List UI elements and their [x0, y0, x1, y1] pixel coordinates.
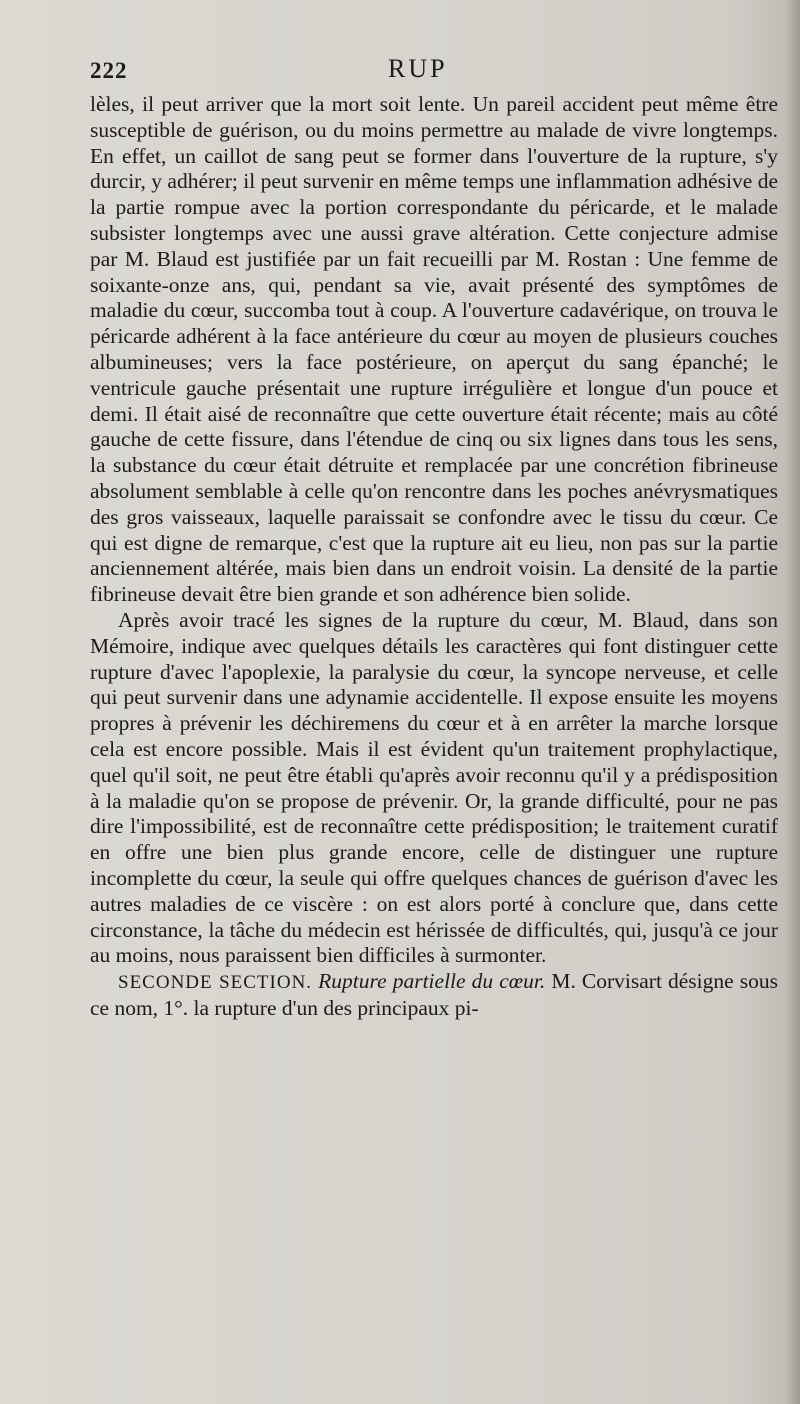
page-header	[90, 54, 778, 92]
paragraph-2: Après avoir tracé les signes de la rupture du cœur, M. Blaud, dans son Mémoire, indique avec quelques détails les caractères qui font distinguer cette rupture d'avec l'apoplexie, la paralysie du cœur, la syncope nerveuse, et celle qui peut survenir dans une adynamie accidentelle. Il expose ensuite les moyens propres à prévenir les déchiremens du cœur et à en arrêter la marche lorsque cela est encore possible. Mais il est évident qu'un traitement prophylactique, quel qu'il soit, ne peut être établi qu'après avoir reconnu qu'il y a prédisposition à la maladie qu'on se propose de prévenir. Or, la grande difficulté, pour ne pas dire l'impossibilité, est de reconnaître cette prédisposition; le traitement curatif en offre une bien plus grande encore, celle de distinguer une rupture incomplette du cœur, la seule qui offre quelques chances de guérison d'avec les autres maladies de ce viscère : on est alors porté à conclure que, dans cette circonstance, la tâche du médecin est hérissée de difficultés, qui, jusqu'à ce jour au moins, nous paraissent bien difficiles à surmonter.	[90, 607, 778, 968]
section-title: Rupture partielle du cœur.	[318, 969, 546, 994]
paragraph-3	[90, 969, 778, 1022]
running-head: RUP	[388, 54, 448, 83]
page-number: 222	[90, 58, 128, 83]
paragraph-1: lèles, il peut arriver que la mort soit lente. Un pareil accident peut même être susceptible de guérison, ou du moins permettre au malade de vivre longtemps. En effet, un caillot de sang peut se former dans l'ouverture de la rupture, s'y durcir, y adhérer; il peut survenir en même temps une inflammation adhésive de la partie rompue avec la portion correspondante du péricarde, et le malade subsister longtemps avec une aussi grave altération. Cette conjecture admise par M. Blaud est justifiée par un fait recueilli par M. Rostan : Une femme de soixante-onze ans, qui, pendant sa vie, avait présenté des symptômes de maladie du cœur, succomba tout à coup. A l'ouverture cadavérique, on trouva le péricarde adhérent à la face antérieure du cœur au moyen de plusieurs couches albumineuses; vers la face postérieure, on aperçut du sang épanché; le ventricule gauche présentait une rupture irrégulière et longue d'un pouce et demi. Il était aisé de reconnaître que cette ouverture était récente; mais au côté gauche de cette fissure, dans l'étendue de cinq ou six lignes dans tous les sens, la substance du cœur était détruite et remplacée par une concrétion fibrineuse absolument semblable à celle qu'on rencontre dans les poches anévrysmatiques des gros vaisseaux, laquelle paraissait se confondre avec le tissu du cœur. Ce qui est digne de remarque, c'est que la rupture ait eu lieu, non pas sur la partie anciennement altérée, mais bien dans un endroit voisin. La densité de la partie fibrineuse devait être bien grande et son adhérence bien solide.	[90, 92, 778, 607]
section-text: M. Corvisart désigne sous ce nom, 1°. la rupture d'un des principaux pi-	[90, 969, 779, 1020]
page-edge-shadow	[786, 0, 800, 1404]
body-text	[90, 92, 778, 1022]
section-label: SECONDE SECTION.	[118, 972, 313, 994]
